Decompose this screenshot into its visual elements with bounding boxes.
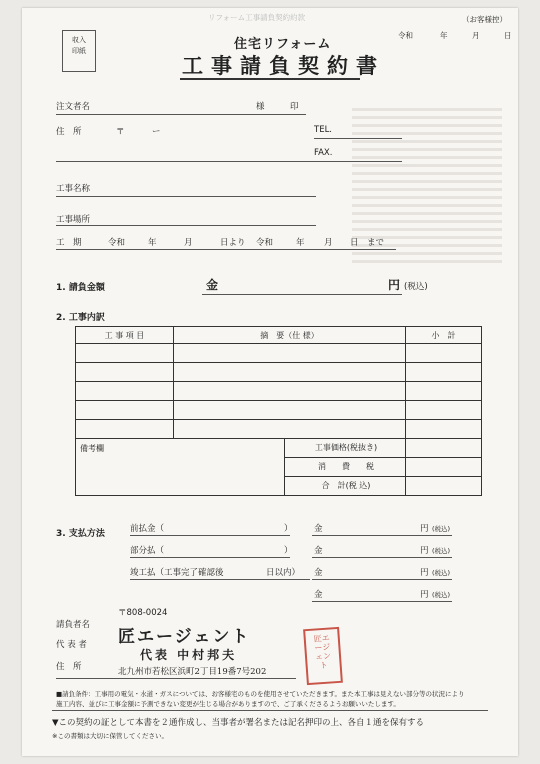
period-month-1: 月	[184, 238, 193, 248]
period-month-2: 月	[324, 238, 333, 248]
stamp-label-1: 収入	[72, 36, 86, 44]
pay-row-4-yen: 円	[420, 590, 429, 600]
title-underline	[180, 78, 360, 80]
section-1-title: 1. 請負金額	[56, 283, 105, 293]
customer-copy-label: （お客様控）	[462, 15, 507, 24]
pay-row-1-yen: 円	[420, 524, 429, 534]
table-row[interactable]	[76, 382, 482, 401]
price-label: 工事価格(税抜き)	[285, 439, 407, 458]
section-2-title: 2. 工事内訳	[56, 313, 105, 323]
work-name-label: 工事名称	[56, 184, 91, 194]
tax-label: 消 費 税	[285, 458, 407, 477]
orderer-seal-mark: 印	[290, 102, 299, 112]
pay-row-3-yen: 円	[420, 568, 429, 578]
fax-label: FAX.	[314, 148, 333, 158]
table-row[interactable]	[76, 344, 482, 363]
table-header-row	[76, 327, 482, 344]
date-year: 年	[440, 31, 448, 40]
amount-yen: 円	[388, 278, 401, 292]
pay-row-1-close: ）	[284, 524, 293, 534]
contractor-rep: 代表 中村邦夫	[140, 648, 238, 662]
pay-row-3-close: 日以内）	[266, 568, 301, 578]
pay-row-1-kin: 金	[314, 524, 323, 534]
date-era: 令和	[398, 31, 413, 40]
footer-line-1: ▼この契約の証として本書を２通作成し、当事者が署名または記名押印の上、各自１通を保有する	[52, 718, 425, 728]
orderer-name-line[interactable]	[56, 114, 306, 115]
pay-row-2-line-a[interactable]	[130, 557, 290, 558]
contractor-rep-label: 代 表 者	[56, 640, 87, 650]
ghost-title: リフォーム工事請負契約約款	[208, 13, 306, 22]
postal-mark: 〒	[116, 127, 125, 137]
note-line-1: ■請負条件：工事用の電気・水道・ガスについては、お客様宅のものを使用させていただきます。また本工事は見えない部分等の状況により	[56, 690, 465, 698]
orderer-address-label: 住 所	[56, 127, 82, 137]
table-row[interactable]	[76, 420, 482, 439]
section-3-title: 3. 支払方法	[56, 529, 105, 539]
company-seal-stamp: 匠エージェント	[303, 627, 343, 685]
remarks-cell[interactable]	[76, 439, 406, 496]
period-to: 日 まで	[350, 238, 385, 248]
work-name-line[interactable]	[56, 196, 316, 197]
col-work-item: 工 事 項 目	[76, 327, 174, 344]
table-row[interactable]	[76, 401, 482, 420]
pay-row-2-tax: (税込)	[432, 547, 451, 555]
pay-row-2-close: ）	[284, 546, 293, 556]
pay-row-3-tax: (税込)	[432, 569, 451, 577]
contractor-address: 北九州市若松区浜町2丁目19番7号202	[118, 667, 267, 677]
pay-row-2-yen: 円	[420, 546, 429, 556]
contract-paper	[22, 8, 518, 756]
pay-row-1-line-a[interactable]	[130, 535, 290, 536]
amount-kin: 金	[206, 278, 219, 292]
footer-divider	[52, 710, 488, 711]
stamp-label-2: 印紙	[72, 47, 86, 55]
revenue-stamp-box	[62, 30, 96, 72]
tel-label: TEL.	[314, 125, 333, 135]
pay-row-2-kin: 金	[314, 546, 323, 556]
date-day: 日	[504, 31, 512, 40]
footer-line-2: ※この書類は大切に保管してください。	[52, 732, 168, 740]
page-title: 工事請負契約書	[182, 54, 385, 78]
pay-row-3-kin: 金	[314, 568, 323, 578]
period-year-2: 年	[296, 238, 305, 248]
address-line[interactable]	[56, 161, 402, 162]
col-subtotal: 小 計	[406, 327, 482, 344]
date-month: 月	[472, 31, 480, 40]
pay-row-3-line-a[interactable]	[130, 579, 310, 580]
remarks-label: 備考欄	[80, 444, 104, 453]
orderer-sama: 様	[256, 102, 265, 112]
table-row[interactable]	[76, 363, 482, 382]
pay-row-3-label: 竣工払（工事完了確認後	[130, 568, 224, 578]
total-value[interactable]	[406, 477, 482, 496]
work-place-label: 工事場所	[56, 215, 91, 225]
pay-row-1-line-b[interactable]	[312, 535, 452, 536]
orderer-name-label: 注文者名	[56, 102, 91, 112]
contractor-name-label: 請負者名	[56, 620, 91, 630]
pay-row-3-line-b[interactable]	[312, 579, 452, 580]
period-year-1: 年	[148, 238, 157, 248]
pay-row-2-label: 部分払（	[130, 546, 165, 556]
contractor-address-line	[56, 678, 296, 679]
pay-row-2-line-b[interactable]	[312, 557, 452, 558]
tel-line[interactable]	[314, 138, 402, 139]
title-sub: 住宅リフォーム	[234, 37, 332, 52]
pay-row-4-tax: (税込)	[432, 591, 451, 599]
period-era-1: 令和	[108, 238, 126, 248]
contractor-address-label: 住 所	[56, 662, 82, 672]
work-place-line[interactable]	[56, 225, 316, 226]
tax-value[interactable]	[406, 458, 482, 477]
period-from: 日より	[220, 238, 246, 248]
pay-row-4-line[interactable]	[312, 601, 452, 602]
amount-tax-incl: (税込)	[404, 282, 428, 292]
pay-row-1-label: 前払金（	[130, 524, 165, 534]
work-period-label: 工 期	[56, 238, 82, 248]
pay-row-1-tax: (税込)	[432, 525, 451, 533]
pay-row-4-kin: 金	[314, 590, 323, 600]
period-era-2: 令和	[256, 238, 274, 248]
amount-line[interactable]	[202, 294, 402, 295]
contractor-postal: 〒808-0024	[118, 608, 168, 618]
price-row	[76, 439, 482, 458]
postal-dash: ー	[152, 127, 161, 137]
col-description: 摘 要（仕 様）	[174, 327, 406, 344]
work-breakdown-table	[75, 326, 482, 496]
contractor-company: 匠エージェント	[118, 627, 251, 647]
total-label: 合 計(税 込)	[321, 481, 371, 490]
period-line	[56, 249, 396, 250]
price-value[interactable]	[406, 439, 482, 458]
note-line-2: 施工内容、並びに工事金額に予測できない変更が生じる場合がありますので、ご了承くださるようお願いいたします。	[56, 700, 400, 708]
